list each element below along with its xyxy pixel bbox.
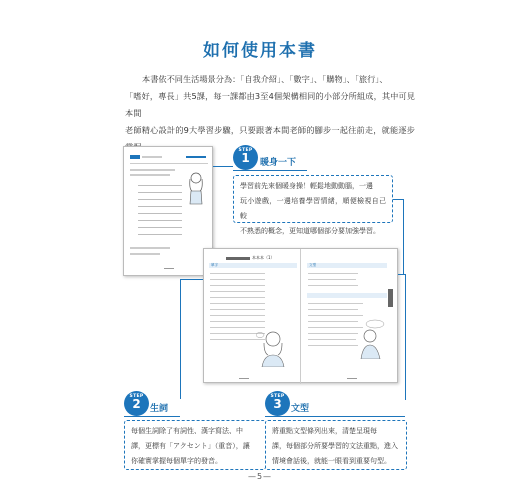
step-1-title: 暖身一下 [260, 158, 297, 168]
grammar-tag: 文型 [309, 263, 317, 267]
step-2-badge: STEP 2 [124, 391, 149, 416]
step-2-underline [124, 416, 180, 417]
character-illustration [358, 319, 388, 359]
girl-illustration [186, 171, 206, 205]
step-3-underline [265, 416, 405, 417]
connector-line [180, 279, 181, 399]
warmup-page-thumbnail [123, 146, 213, 276]
intro-line: 本書依不同生活場景分為：「自我介紹」、「數字」、「購物」、「旅行」、 [142, 74, 388, 84]
desc-line: 課，每個部分所要學習的文法重點，進入 [272, 442, 398, 450]
connector-line [403, 199, 404, 274]
step-2-description [124, 420, 266, 470]
desc-line: 譯，更標有「アクセント」（重音），讓 [131, 442, 250, 450]
connector-line [405, 274, 406, 400]
desc-line: 情境會話後，就能一眼看到重要句型。 [272, 457, 391, 465]
desc-line: 玩小遊戲，一邊培養學習情緒，順便檢視自己較 [240, 197, 386, 220]
desc-line: 每個生詞除了有詞性、漢字寫法、中 [131, 427, 243, 435]
intro-line: 「嗜好，專長」共5課，每一課都由3至4個架構相同的小部分所組成，其中可見本間 [125, 91, 415, 118]
spread-heading: 本本本（1） [252, 255, 275, 260]
step-1-description [233, 175, 393, 235]
step-2-title: 生詞 [150, 404, 169, 414]
vocab-tag: 單字 [211, 263, 219, 267]
lady-illustration [256, 327, 290, 367]
intro-line: 老師精心設計的9大學習步驟，只要跟著本間老師的腳步一起往前走，就能逐步 [125, 125, 415, 135]
connector-line [393, 199, 403, 200]
step-1-badge: STEP 1 [233, 145, 258, 170]
desc-line: 學習前先來個暖身操！輕鬆地動動腦，一邊 [240, 182, 373, 190]
connector-line [180, 279, 203, 280]
desc-line: 不熟悉的概念，更知道哪個部分要加強學習。 [240, 227, 380, 235]
step-3-description [265, 420, 407, 470]
lesson-spread-thumbnail [203, 248, 398, 383]
step-3-title: 文型 [291, 404, 310, 414]
connector-line [398, 274, 405, 275]
step-3-badge: STEP 3 [265, 391, 290, 416]
page-title: 如何使用本書 [203, 41, 317, 61]
desc-line: 將重點文型條列出來，清楚呈現每 [272, 427, 377, 435]
step-1-underline [233, 170, 307, 171]
connector-line [213, 166, 233, 167]
desc-line: 你確實掌握每個單字的發音。 [131, 457, 222, 465]
page-number: —5— [247, 472, 273, 481]
